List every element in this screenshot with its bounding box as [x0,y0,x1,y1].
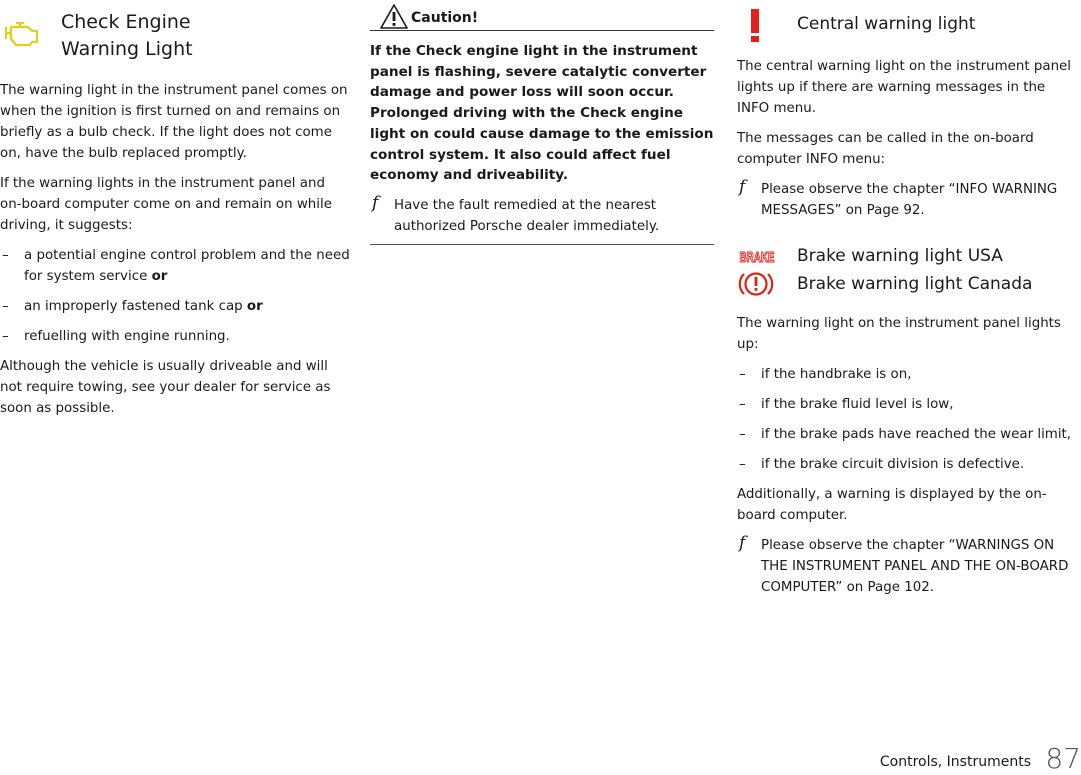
dash-marker: – [2,329,9,344]
warnings-step-text: Please observe the chapter “WARNINGS ON THE INSTRUMENT PANEL AND THE ON-BOARD COMPUTER” on Page 102. [761,538,1069,595]
warnings-step [737,535,1081,598]
check-engine-title-line1: Check Engine [61,11,191,33]
check-engine-title [61,9,193,63]
dash-marker: – [2,299,9,314]
caution-step-text: Have the fault remedied at the nearest authorized Porsche dealer immediately. [394,197,660,234]
list-item-or: or [151,269,168,284]
caution-text: If the Check engine light in the instrument panel is flashing, severe catalytic converter damage and power loss will soon occur. Prolonged driving with the Check engine light on could cause damage to the emission control system. It also could affect fuel economy and driveability. [370,43,714,184]
brake-lights-paragraph: The warning light on the instrument panel lights up: [737,316,1061,352]
list-item [0,326,350,347]
suggests-paragraph: If the warning lights in the instrument panel and on-board computer come on and remain on while driving, it suggests: [0,176,332,233]
info-step [737,179,1081,221]
brake-usa-title: Brake warning light USA [797,246,1003,266]
page-footer [700,744,1081,774]
page-number: 87 [1045,742,1081,775]
dash-marker: – [739,427,746,442]
dash-marker: – [739,457,746,472]
caution-step [370,192,714,237]
onboard-paragraph: Additionally, a warning is displayed by the on-board computer. [737,487,1047,523]
brake-usa-icon [739,247,775,265]
brake-icon-word: BRAKE [739,249,775,266]
central-warning-title: Central warning light [797,14,976,34]
caution-end-rule [370,244,714,245]
dash-marker: – [739,367,746,382]
list-item [0,245,350,287]
list-item [737,454,1081,475]
caution-header [370,0,714,31]
dash-marker: – [739,397,746,412]
driveable-paragraph: Although the vehicle is usually driveable and will not require towing, see your dealer for service as soon as possible. [0,359,331,416]
list-item-text: refuelling with engine running. [24,329,230,344]
caution-label: Caution! [411,10,479,26]
central-warning-heading [737,0,1081,56]
column-warnings [737,0,1081,598]
column-caution [370,0,714,245]
list-item-text: if the handbrake is on, [761,367,912,382]
step-marker: f [739,533,746,553]
list-item [737,394,1081,415]
check-engine-title-line2: Warning Light [61,38,193,60]
list-item-or: or [246,299,263,314]
list-item [737,364,1081,385]
list-item-text: if the brake fluid level is low, [761,397,954,412]
list-item-text: an improperly fastened tank cap [24,299,247,314]
list-item [0,296,350,317]
brake-warning-heading [737,243,1081,303]
list-item-text: if the brake pads have reached the wear limit, [761,427,1072,442]
info-menu-paragraph: The messages can be called in the on-board computer INFO menu: [737,131,1034,167]
step-marker: f [739,177,746,197]
bulb-check-paragraph: The warning light in the instrument panel comes on when the ignition is first turned on and remains on briefly as a bulb check. If the light does not come on, have the bulb replaced promptly. [0,83,348,161]
brake-canada-icon [738,269,774,299]
step-marker: f [372,192,379,213]
column-check-engine [0,0,350,419]
info-step-text: Please observe the chapter “INFO WARNING MESSAGES” on Page 92. [761,182,1058,218]
central-warning-paragraph: The central warning light on the instrument panel lights up if there are warning messages in the INFO menu. [737,59,1072,116]
footer-section: Controls, Instruments [879,754,1031,770]
check-engine-icon [2,20,40,46]
list-item-text: if the brake circuit division is defective. [761,457,1025,472]
caution-triangle-icon [379,3,409,29]
brake-canada-title: Brake warning light Canada [797,274,1033,294]
check-engine-heading [0,0,350,70]
dash-marker: – [2,248,9,263]
list-item-text: a potential engine control problem and the need for system service [24,248,350,284]
list-item [737,424,1081,445]
